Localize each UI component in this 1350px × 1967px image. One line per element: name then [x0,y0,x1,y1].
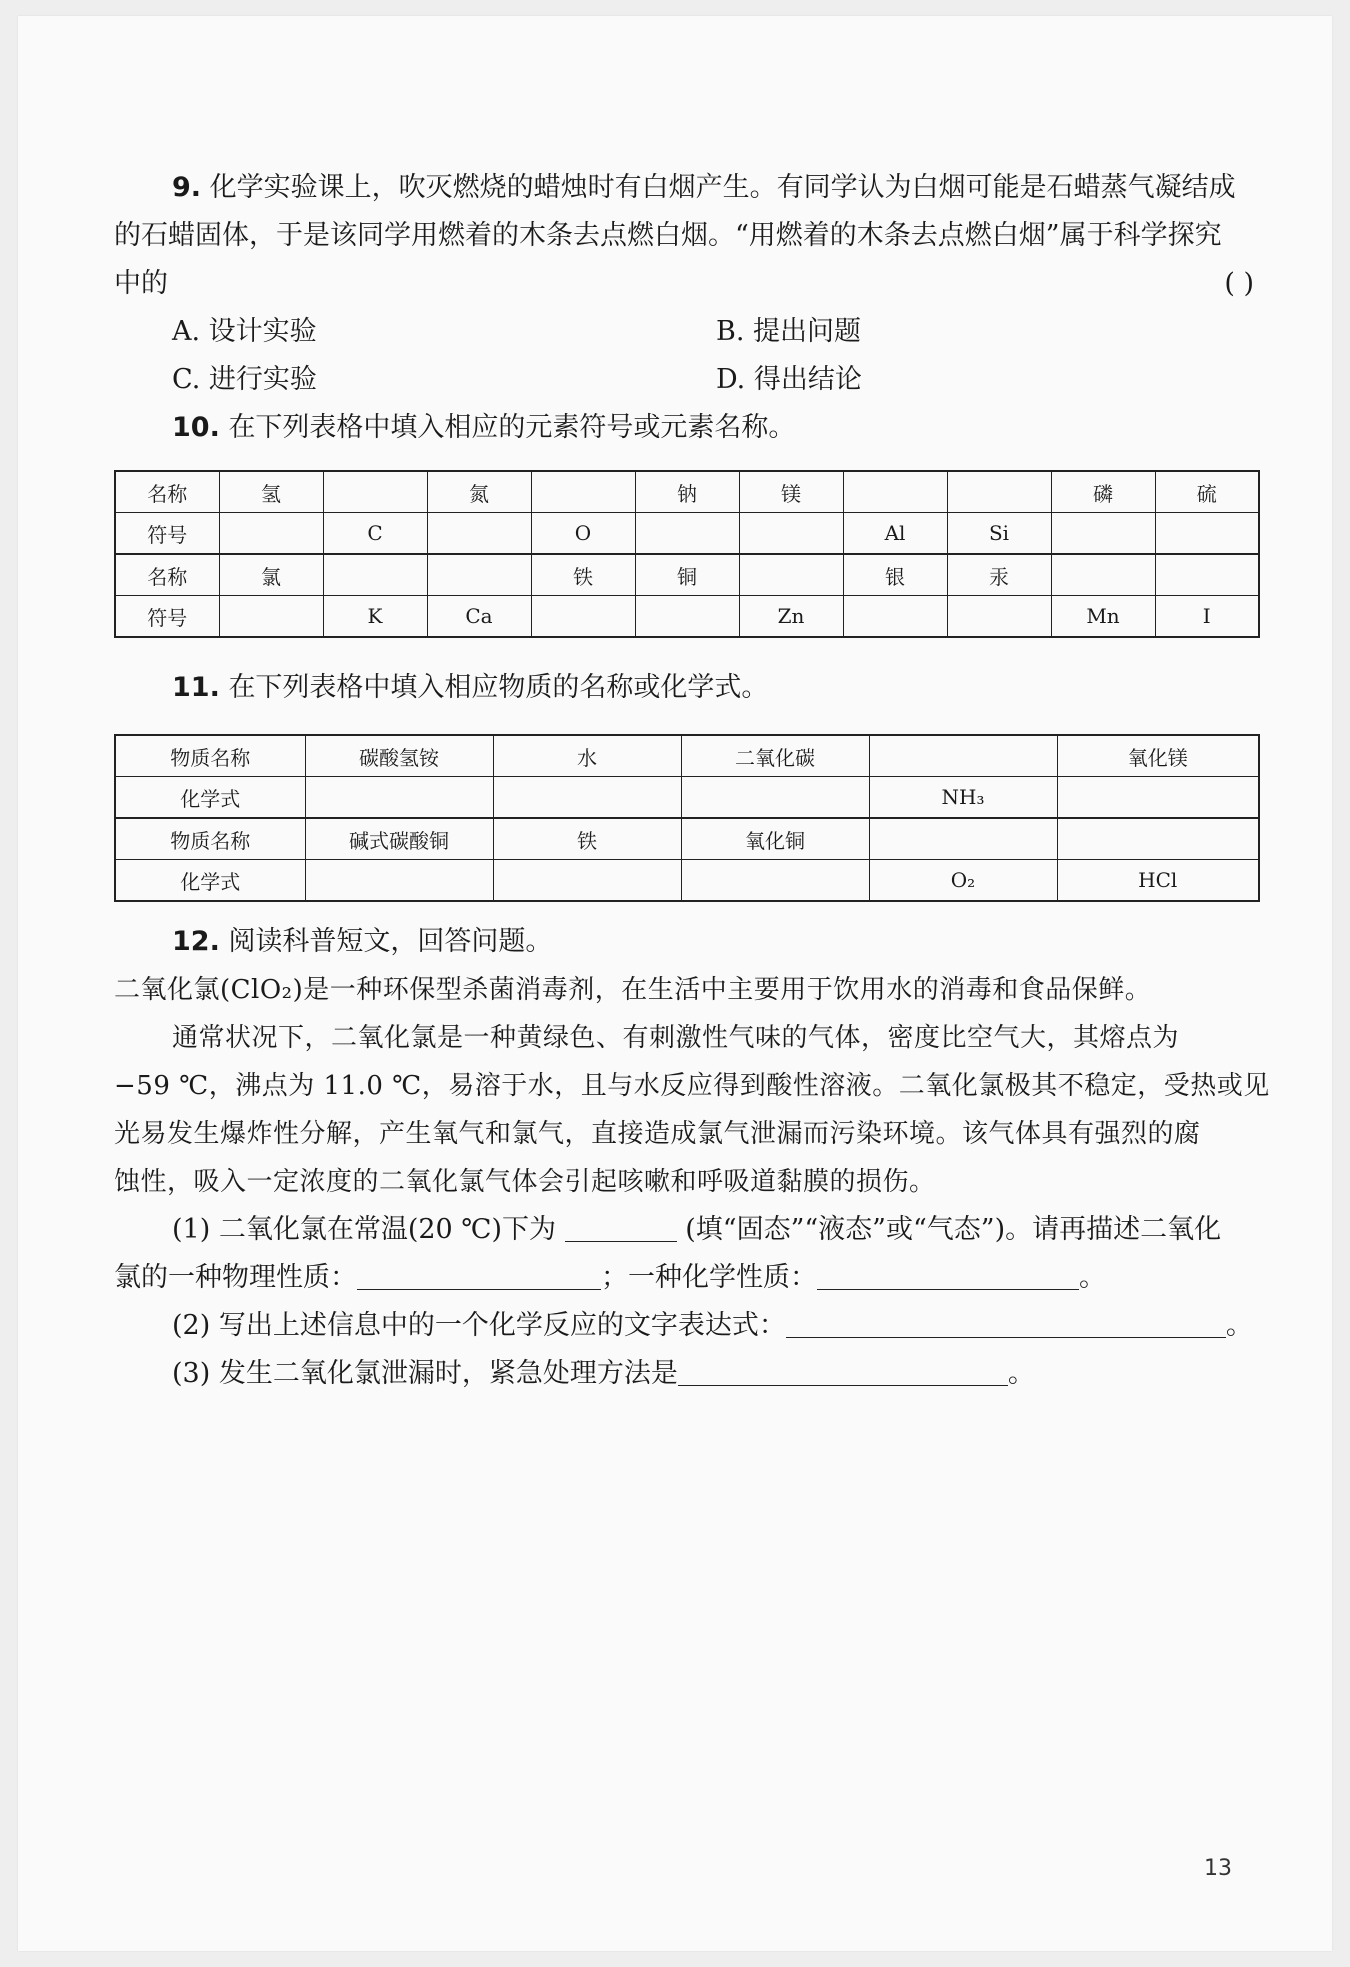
sub1-text-b: (填“固态”“液态”或“气态”)。请再描述二氧化 [685,1214,1222,1245]
sub1-text-a: (1) 二氧化氯在常温(20 ℃)下为 [172,1214,557,1245]
answer-blank-handling[interactable] [678,1359,1008,1386]
element-table-cell[interactable] [947,471,1051,513]
element-table-cell[interactable] [531,471,635,513]
element-table-cell[interactable] [323,554,427,596]
element-table-cell: 名称 [115,554,219,596]
sub1-text-e: 。 [1079,1262,1106,1293]
element-table-cell: 磷 [1051,471,1155,513]
element-table-cell: C [323,513,427,555]
substance-table-cell[interactable] [869,818,1057,860]
substance-table-cell[interactable] [1057,777,1259,819]
q12-para2-line1: 通常状况下，二氧化氯是一种黄绿色、有刺激性气味的气体，密度比空气大，其熔点为 [172,1023,1180,1053]
element-table-cell[interactable] [219,513,323,555]
q9-line3 [114,260,1258,308]
substance-table-cell[interactable] [681,860,869,902]
element-table [114,470,1260,638]
answer-paren: ( ) [1224,268,1254,299]
q12-para2-line2: −59 ℃，沸点为 11.0 ℃，易溶于水，且与水反应得到酸性溶液。二氧化氯极其不稳定，受热或见 [114,1071,1270,1101]
q12-prompt [114,918,1258,966]
substance-table-cell: 氧化铜 [681,818,869,860]
element-table-cell: I [1155,596,1259,638]
substance-table-cell: 碱式碳酸铜 [305,818,493,860]
q9-number: 9. [172,172,202,203]
element-table-cell: 氢 [219,471,323,513]
q9-options-row1 [114,308,1258,356]
element-table-cell: 符号 [115,513,219,555]
option-d: D. 得出结论 [716,364,862,395]
element-table-cell: 名称 [115,471,219,513]
substance-table-cell[interactable] [681,777,869,819]
q12-para2-line3: 光易发生爆炸性分解，产生氧气和氯气，直接造成氯气泄漏而污染环境。该气体具有强烈的腐 [114,1119,1201,1149]
sub3-end: 。 [1007,1358,1035,1389]
element-table-cell[interactable] [323,471,427,513]
element-table-cell: Ca [427,596,531,638]
element-table-row [115,596,1259,638]
element-table-cell: Mn [1051,596,1155,638]
substance-table-cell[interactable] [493,860,681,902]
element-table-cell: 镁 [739,471,843,513]
element-table-row [115,471,1259,513]
substance-table-cell: 化学式 [115,860,305,902]
substance-table-cell: 铁 [493,818,681,860]
sub2-text: (2) 写出上述信息中的一个化学反应的文字表达式： [172,1310,786,1341]
element-table-cell: K [323,596,427,638]
substance-table-cell: 氧化镁 [1057,735,1259,777]
substance-table-cell: 碳酸氢铵 [305,735,493,777]
q12-para1: 二氧化氯(ClO₂)是一种环保型杀菌消毒剂，在生活中主要用于饮用水的消毒和食品保鲜。 [114,975,1152,1005]
substance-table-cell[interactable] [305,860,493,902]
substance-table-cell: HCl [1057,860,1259,902]
substance-table-cell[interactable] [869,735,1057,777]
q11-number: 11. [172,672,220,703]
page-number: 13 [1204,1856,1232,1881]
element-table-cell: 符号 [115,596,219,638]
element-table-cell[interactable] [1155,513,1259,555]
answer-blank-chemical[interactable] [817,1263,1079,1290]
substance-table-row [115,818,1259,860]
q9-options-row2 [114,356,1258,404]
element-table-cell[interactable] [427,554,531,596]
q9-text-1: 化学实验课上，吹灭燃烧的蜡烛时有白烟产生。有同学认为白烟可能是石蜡蒸气凝结成 [209,172,1236,203]
page [18,16,1332,1951]
option-c: C. 进行实验 [172,364,317,395]
substance-table-cell[interactable] [1057,818,1259,860]
answer-blank-physical[interactable] [357,1263,601,1290]
q10-prompt [114,404,1258,452]
substance-table-cell: NH₃ [869,777,1057,819]
q9-line2: 的石蜡固体，于是该同学用燃着的木条去点燃白烟。“用燃着的木条去点燃白烟”属于科学探究 [114,220,1222,251]
q12-number: 12. [172,926,220,957]
sub1-text-d: ；一种化学性质： [601,1262,817,1293]
element-table-cell[interactable] [739,513,843,555]
substance-table-cell: 二氧化碳 [681,735,869,777]
element-table-cell: 铁 [531,554,635,596]
q12-sub1-line1 [114,1206,1258,1254]
sub1-text-c: 氯的一种物理性质： [114,1262,357,1293]
element-table-cell: 银 [843,554,947,596]
element-table-cell[interactable] [531,596,635,638]
q10-text: 在下列表格中填入相应的元素符号或元素名称。 [228,412,796,443]
substance-table-cell: O₂ [869,860,1057,902]
element-table-cell[interactable] [947,596,1051,638]
q12-sub1-line2 [114,1254,1258,1302]
answer-blank-state[interactable] [565,1215,677,1242]
element-table-cell: O [531,513,635,555]
element-table-cell[interactable] [739,554,843,596]
content [114,164,1270,1398]
element-table-cell[interactable] [843,596,947,638]
element-table-cell: 硫 [1155,471,1259,513]
element-table-cell: Al [843,513,947,555]
q10-number: 10. [172,412,220,443]
sub3-text: (3) 发生二氧化氯泄漏时，紧急处理方法是 [172,1358,678,1389]
substance-table [114,734,1260,902]
element-table-cell[interactable] [635,596,739,638]
sub2-end: 。 [1225,1310,1253,1341]
element-table-cell[interactable] [1155,554,1259,596]
q12-para2-line4: 蚀性，吸入一定浓度的二氧化氯气体会引起咳嗽和呼吸道黏膜的损伤。 [114,1167,936,1197]
element-table-cell[interactable] [843,471,947,513]
substance-table-row [115,777,1259,819]
element-table-cell: Si [947,513,1051,555]
answer-blank-equation[interactable] [786,1311,1226,1338]
element-table-cell: 氯 [219,554,323,596]
element-table-cell[interactable] [635,513,739,555]
substance-table-cell: 化学式 [115,777,305,819]
element-table-cell: 钠 [635,471,739,513]
q11-prompt [114,664,1258,712]
substance-table-cell: 物质名称 [115,735,305,777]
q12-text: 阅读科普短文，回答问题。 [228,926,553,957]
substance-table-row [115,735,1259,777]
substance-table-cell[interactable] [493,777,681,819]
element-table-cell: 汞 [947,554,1051,596]
substance-table-row [115,860,1259,902]
q12-sub3 [114,1350,1258,1398]
element-table-cell[interactable] [427,513,531,555]
substance-table-cell: 水 [493,735,681,777]
q12-sub2 [114,1302,1258,1350]
q9-line1 [114,164,1258,212]
element-table-cell[interactable] [219,596,323,638]
element-table-cell[interactable] [1051,554,1155,596]
element-table-cell: Zn [739,596,843,638]
substance-table-cell[interactable] [305,777,493,819]
option-b: B. 提出问题 [716,316,862,347]
option-a: A. 设计实验 [172,316,317,347]
element-table-cell: 铜 [635,554,739,596]
element-table-cell: 氮 [427,471,531,513]
element-table-cell[interactable] [1051,513,1155,555]
q9-text-3: 中的 [114,268,168,299]
substance-table-cell: 物质名称 [115,818,305,860]
element-table-row [115,513,1259,555]
element-table-row [115,554,1259,596]
q11-text: 在下列表格中填入相应物质的名称或化学式。 [228,672,769,703]
